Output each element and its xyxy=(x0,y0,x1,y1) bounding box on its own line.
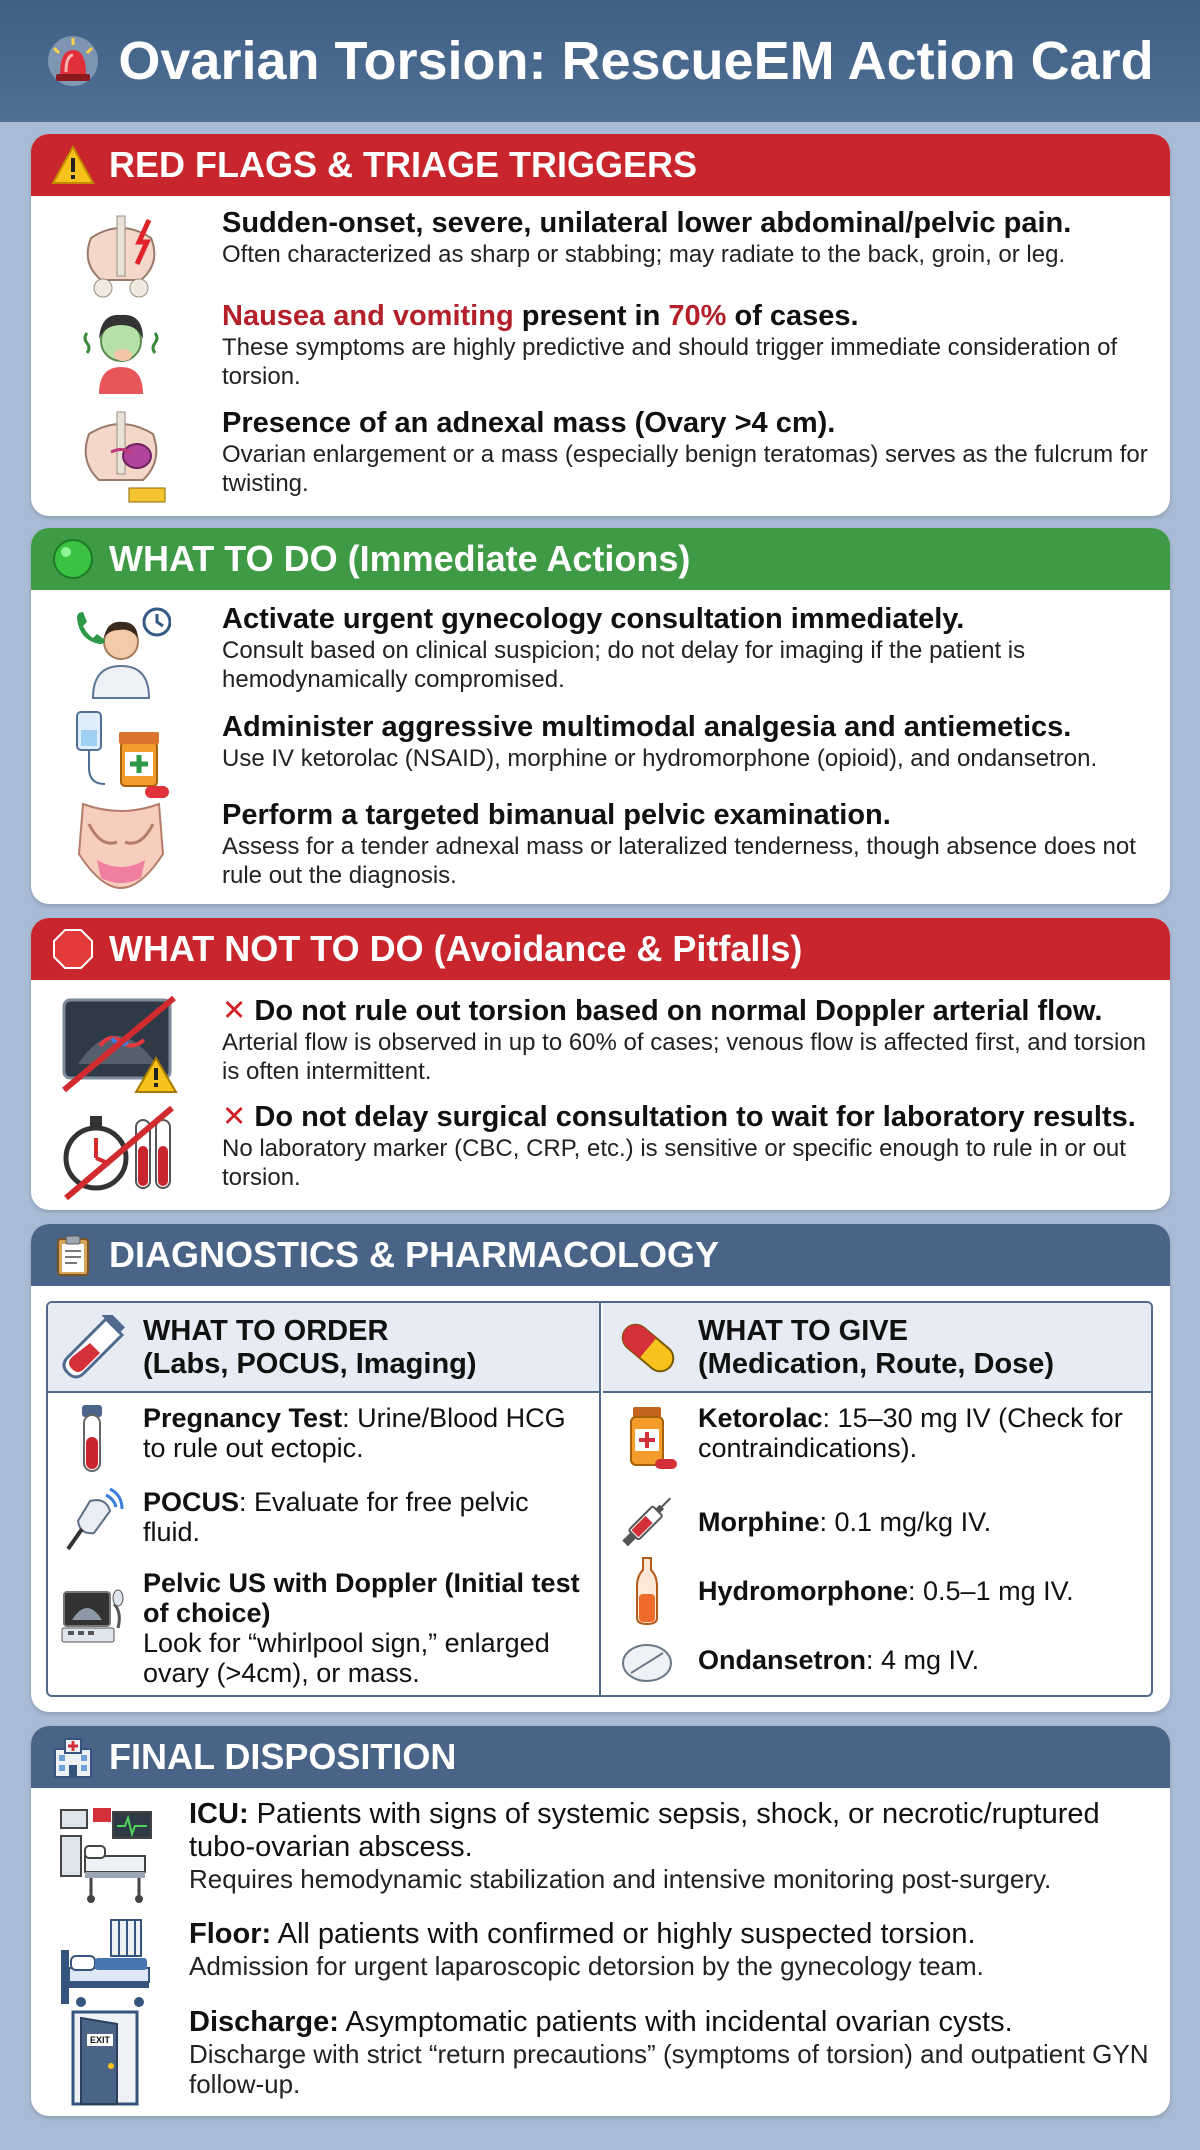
diagnostics-heading-bar xyxy=(31,1224,1170,1286)
red-flags-section xyxy=(31,134,1170,516)
ultrasound-machine-icon xyxy=(60,1584,124,1654)
order-pelvic-us-name: Pelvic US with Doppler (Initial test of choice) xyxy=(143,1568,580,1628)
give-ketorolac-name: Ketorolac xyxy=(698,1403,823,1433)
doppler-no-icon xyxy=(59,994,181,1094)
exit-door-icon xyxy=(55,2008,155,2108)
what-to-order-title: WHAT TO ORDER xyxy=(143,1315,389,1347)
page-header xyxy=(0,0,1200,122)
what-to-order-column xyxy=(48,1303,601,1697)
green-circle-icon xyxy=(51,537,95,581)
icu-icon xyxy=(55,1806,155,1906)
order-pocus-desc: : Evaluate for free pelvic fluid. xyxy=(143,1487,529,1547)
give-morphine-name: Morphine xyxy=(698,1507,820,1537)
pelvic-exam-icon xyxy=(71,796,171,896)
capsule-icon xyxy=(615,1315,681,1381)
hospital-icon xyxy=(51,1735,95,1779)
not-to-do-body-2: No laboratory marker (CBC, CRP, etc.) is sensitive or specific enough to rule in or out torsion. xyxy=(222,1135,1126,1191)
disposition-discharge-label: Discharge: xyxy=(189,2006,339,2038)
to-do-title-1: Activate urgent gynecology consultation immediately. xyxy=(222,603,965,635)
red-flag-title-2 xyxy=(222,299,1154,333)
disposition-floor-text: All patients with confirmed or highly suspected torsion. xyxy=(271,1918,976,1950)
clipboard-icon xyxy=(51,1233,95,1277)
adnexal-mass-icon xyxy=(71,406,171,506)
pelvic-pain-icon xyxy=(71,208,171,308)
disposition-floor-line xyxy=(189,1918,1154,1951)
not-to-do-title-2 xyxy=(222,1100,1154,1134)
lab-delay-no-icon xyxy=(59,1102,181,1202)
what-to-order-subtitle: (Labs, POCUS, Imaging) xyxy=(143,1348,477,1380)
warning-icon xyxy=(51,143,95,187)
disposition-discharge-body: Discharge with strict “return precautions” (symptoms of torsion) and outpatient GYN follow-up. xyxy=(189,2039,1149,2099)
red-flags-heading-bar xyxy=(31,134,1170,196)
disposition-discharge-text: Asymptomatic patients with incidental ovarian cysts. xyxy=(338,2006,1013,2038)
not-to-do-title-text-1: Do not rule out torsion based on normal Doppler arterial flow. xyxy=(254,995,1103,1027)
to-do-title-3: Perform a targeted bimanual pelvic examination. xyxy=(222,799,891,831)
ultrasound-probe-icon xyxy=(60,1487,124,1557)
disposition-floor-body: Admission for urgent laparoscopic detorsion by the gynecology team. xyxy=(189,1951,984,1981)
doctor-phone-icon xyxy=(71,600,171,700)
red-flag-body-2: These symptoms are highly predictive and should trigger immediate consideration of torsion. xyxy=(222,334,1118,390)
diagnostics-heading: DIAGNOSTICS & PHARMACOLOGY xyxy=(109,1234,720,1275)
red-flag-body-3: Ovarian enlargement or a mass (especially benign teratomas) serves as the fulcrum for twisting. xyxy=(222,441,1148,497)
nausea-title-mid: present in xyxy=(513,300,669,332)
page-title: Ovarian Torsion: RescueEM Action Card xyxy=(118,31,1154,91)
disposition-icu-line xyxy=(189,1798,1154,1864)
iv-medication-icon xyxy=(71,706,171,806)
stop-sign-icon xyxy=(51,927,95,971)
disposition-discharge-line xyxy=(189,2006,1154,2039)
not-to-do-title-1 xyxy=(222,994,1154,1028)
not-to-do-body-1: Arterial flow is observed in up to 60% of cases; venous flow is affected first, and torsion is often intermittent. xyxy=(222,1029,1147,1085)
red-flag-body-1: Often characterized as sharp or stabbing; may radiate to the back, groin, or leg. xyxy=(222,241,1066,268)
nausea-icon xyxy=(71,299,171,399)
disposition-icu-body: Requires hemodynamic stabilization and intensive monitoring post-surgery. xyxy=(189,1864,1052,1894)
to-do-body-1: Consult based on clinical suspicion; do not delay for imaging if the patient is hemodynamically compromised. xyxy=(222,637,1026,693)
to-do-body-3: Assess for a tender adnexal mass or lateralized tenderness, though absence does not rule out the diagnosis. xyxy=(222,833,1136,889)
nausea-highlight: Nausea and vomiting xyxy=(222,300,514,332)
x-mark-icon: ✕ xyxy=(222,1101,247,1133)
order-pocus-name: POCUS xyxy=(143,1487,240,1517)
not-to-do-title-text-2: Do not delay surgical consultation to wait for laboratory results. xyxy=(254,1101,1136,1133)
what-to-order-header xyxy=(48,1303,599,1393)
syringe-icon xyxy=(615,1487,679,1557)
disposition-icu-label: ICU: xyxy=(189,1798,249,1830)
order-pregnancy-name: Pregnancy Test xyxy=(143,1403,343,1433)
tablet-icon xyxy=(615,1625,679,1695)
what-not-to-do-heading-bar xyxy=(31,918,1170,980)
percent-highlight: 70% xyxy=(668,300,727,332)
red-flags-heading: RED FLAGS & TRIAGE TRIGGERS xyxy=(109,144,698,185)
disposition-icu-text: Patients with signs of systemic sepsis, shock, or necrotic/ruptured tubo-ovarian abscess. xyxy=(189,1798,1100,1863)
what-to-give-header xyxy=(603,1303,1153,1393)
what-to-give-column xyxy=(603,1303,1153,1697)
nausea-title-end: of cases. xyxy=(726,300,859,332)
give-ondansetron-name: Ondansetron xyxy=(698,1645,867,1675)
what-not-to-do-heading: WHAT NOT TO DO (Avoidance & Pitfalls) xyxy=(109,928,803,969)
to-do-title-2: Administer aggressive multimodal analgesia and antiemetics. xyxy=(222,711,1072,743)
ampoule-icon xyxy=(615,1556,679,1626)
diagnostics-section xyxy=(31,1224,1170,1712)
what-to-give-title: WHAT TO GIVE xyxy=(698,1315,908,1347)
order-pregnancy-desc: : Urine/Blood HCG to rule out ectopic. xyxy=(143,1403,566,1463)
order-pelvic-us-desc: Look for “whirlpool sign,” enlarged ovary (>4cm), or mass. xyxy=(143,1628,550,1688)
give-hydromorphone-desc: : 0.5–1 mg IV. xyxy=(908,1576,1074,1606)
exit-sign-text: EXIT xyxy=(89,2035,111,2045)
siren-icon xyxy=(46,34,100,88)
give-ketorolac-desc: : 15–30 mg IV (Check for contraindications). xyxy=(698,1403,1123,1463)
test-tube-icon xyxy=(60,1315,126,1381)
disposition-section xyxy=(31,1726,1170,2116)
what-to-give-subtitle: (Medication, Route, Dose) xyxy=(698,1348,1055,1380)
give-hydromorphone-name: Hydromorphone xyxy=(698,1576,909,1606)
blood-tube-icon xyxy=(60,1403,124,1473)
red-flag-title-1: Sudden-onset, severe, unilateral lower abdominal/pelvic pain. xyxy=(222,207,1072,239)
x-mark-icon: ✕ xyxy=(222,995,247,1027)
what-to-do-section xyxy=(31,528,1170,904)
to-do-body-2: Use IV ketorolac (NSAID), morphine or hydromorphone (opioid), and ondansetron. xyxy=(222,745,1098,772)
disposition-heading-bar xyxy=(31,1726,1170,1788)
disposition-floor-label: Floor: xyxy=(189,1918,272,1950)
give-ondansetron-desc: : 4 mg IV. xyxy=(866,1645,980,1675)
give-morphine-desc: : 0.1 mg/kg IV. xyxy=(819,1507,992,1537)
disposition-heading: FINAL DISPOSITION xyxy=(109,1736,457,1777)
hospital-bed-icon xyxy=(55,1916,155,2016)
what-to-do-heading: WHAT TO DO (Immediate Actions) xyxy=(109,538,691,579)
what-not-to-do-section xyxy=(31,918,1170,1210)
diagnostics-table xyxy=(46,1301,1153,1697)
what-to-do-heading-bar xyxy=(31,528,1170,590)
red-flag-title-3: Presence of an adnexal mass (Ovary >4 cm). xyxy=(222,407,836,439)
medicine-bottle-icon xyxy=(615,1403,679,1473)
